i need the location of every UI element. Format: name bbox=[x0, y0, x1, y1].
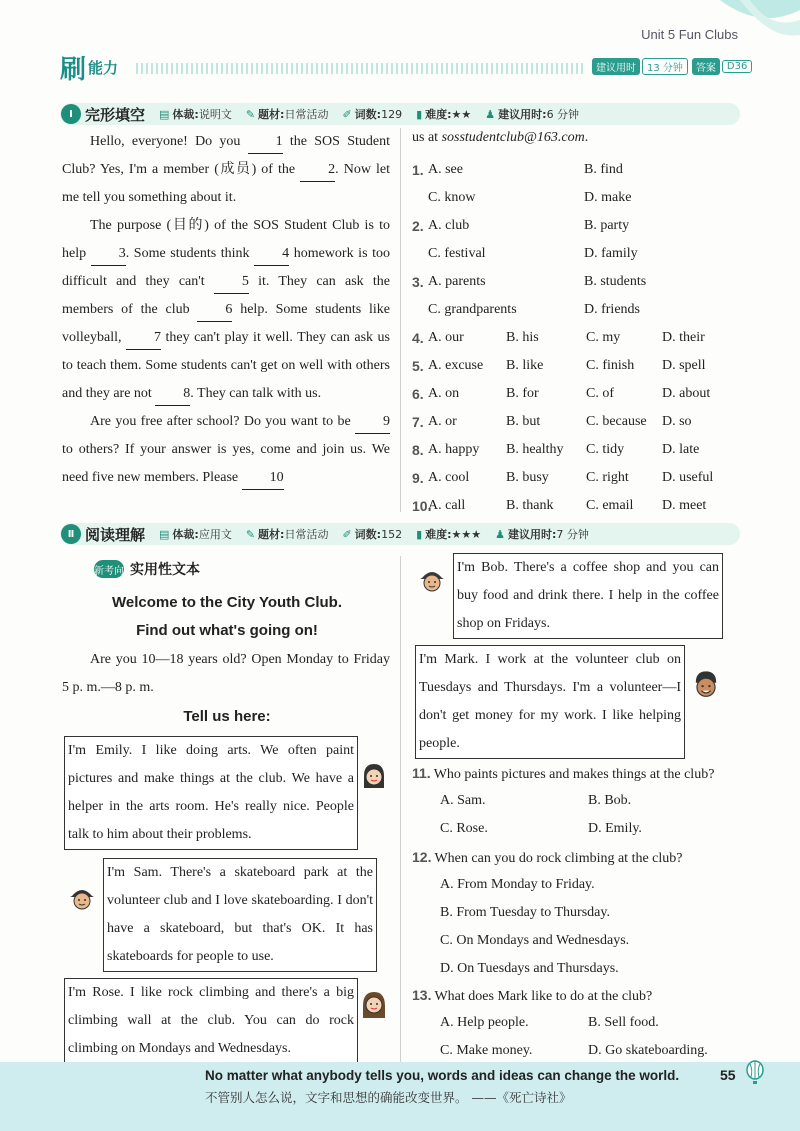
tell-us-heading: Tell us here: bbox=[183, 708, 271, 725]
cloze-paragraph-1: Hello, everyone! Do you 1 the SOS Student Club? Yes, I'm a member (成员) of the 2. Now let me tell you something about it. bbox=[62, 128, 390, 212]
page-number: 55 bbox=[720, 1067, 736, 1083]
answer-option[interactable]: A. or bbox=[428, 414, 457, 429]
meta-time: ♟ 建议用时:6 分钟 bbox=[485, 108, 580, 121]
answer-option[interactable]: D. On Tuesdays and Thursdays. bbox=[440, 961, 619, 976]
answer-option[interactable]: A. excuse bbox=[428, 358, 484, 373]
mark-message-box: I'm Mark. I work at the volunteer club on Tuesdays and Thursdays. I'm a volunteer—I don't get money for my work. I like helping people. bbox=[415, 645, 685, 759]
new-trend-badge: 新考向 bbox=[94, 560, 124, 578]
reading-question-stem bbox=[412, 843, 683, 871]
pencil-icon: ✐ bbox=[342, 108, 352, 121]
cloze-passage bbox=[62, 128, 390, 492]
answer-option[interactable]: D. late bbox=[662, 442, 700, 457]
answer-page: D36 bbox=[722, 60, 752, 73]
answer-option[interactable]: C. email bbox=[586, 498, 634, 513]
brand-logo bbox=[60, 52, 119, 85]
answer-option[interactable]: C. Make money. bbox=[440, 1043, 533, 1058]
cloze-paragraph-2: The purpose (目的) of the SOS Student Club is to help 3. Some students think 4 homework is too difficult and they can't 5 it. They can ask the members of the club 6 help. Some students like volleyball, 7 they can't play it well. They can ask us to teach them. Some students can't get on well with others and they are not 8. They can talk with us. bbox=[62, 212, 390, 408]
answer-option[interactable]: B. From Tuesday to Thursday. bbox=[440, 905, 610, 920]
answer-option[interactable]: B. his bbox=[506, 330, 539, 345]
notice-intro: Are you 10—18 years old? Open Monday to Friday 5 p. m.—8 p. m. bbox=[62, 652, 390, 695]
cloze-question-row bbox=[412, 436, 742, 464]
answer-option[interactable]: C. festival bbox=[428, 246, 486, 261]
answer-option[interactable]: D. friends bbox=[584, 302, 640, 317]
footer-quote-chinese: 不管别人怎么说，文字和思想的确能改变世界。 ——《死亡诗社》 bbox=[205, 1090, 572, 1105]
cloze-question-row bbox=[412, 352, 742, 380]
blank-8[interactable]: 8 bbox=[155, 383, 190, 406]
signal-icon: ▮ bbox=[416, 108, 423, 121]
answer-option[interactable]: B. Sell food. bbox=[588, 1015, 659, 1030]
book-icon: ▤ bbox=[159, 528, 170, 541]
answer-option[interactable]: D. their bbox=[662, 330, 705, 345]
pen-icon: ✎ bbox=[245, 528, 256, 541]
boy-avatar-icon bbox=[68, 884, 96, 914]
answer-option[interactable]: B. busy bbox=[506, 470, 549, 485]
section-bar-cloze bbox=[60, 103, 740, 125]
cloze-question-row bbox=[412, 324, 742, 352]
answer-option[interactable]: D. Emily. bbox=[588, 821, 642, 836]
answer-option[interactable]: D. meet bbox=[662, 498, 707, 513]
bob-message-box: I'm Bob. There's a coffee shop and you can buy food and drink there. I help in the coffee shop on Fridays. bbox=[453, 553, 723, 639]
cloze-question-row bbox=[412, 408, 742, 436]
blank-7[interactable]: 7 bbox=[126, 327, 161, 350]
answer-option[interactable]: B. but bbox=[506, 414, 541, 429]
time-badge bbox=[592, 58, 752, 74]
meta-words: ✐ 词数:129 bbox=[342, 108, 403, 121]
meta-words: ✐ 词数:152 bbox=[342, 528, 403, 541]
footer-quote-english: No matter what anybody tells you, words and ideas can change the world. bbox=[205, 1068, 680, 1083]
blank-1[interactable]: 1 bbox=[248, 131, 283, 154]
answer-option[interactable]: B. like bbox=[506, 358, 544, 373]
emily-message-box: I'm Emily. I like doing arts. We often paint pictures and make things at the club. We have a helper in the arts room. He's really nice. People talk to him about their problems. bbox=[64, 736, 358, 850]
answer-option[interactable]: A. Sam. bbox=[440, 793, 486, 808]
time-label: 建议用时 bbox=[592, 58, 640, 75]
cloze-question-row bbox=[412, 380, 742, 408]
balloon-icon bbox=[745, 1060, 765, 1086]
answer-option[interactable]: B. students bbox=[584, 274, 647, 289]
answer-option[interactable]: A. our bbox=[428, 330, 464, 345]
cloze-question-row bbox=[412, 296, 742, 324]
text-type-label: 实用性文本 bbox=[130, 562, 200, 578]
column-divider bbox=[400, 128, 401, 512]
blank-2[interactable]: 2 bbox=[300, 159, 335, 182]
notice-subtitle: Find out what's going on! bbox=[136, 622, 318, 639]
blank-3[interactable]: 3 bbox=[91, 243, 126, 266]
time-value: 13 分钟 bbox=[642, 58, 688, 75]
answer-option[interactable]: D. spell bbox=[662, 358, 706, 373]
question-number: 6. bbox=[412, 386, 424, 402]
answer-option[interactable]: C. grandparents bbox=[428, 302, 517, 317]
answer-option[interactable]: A. club bbox=[428, 218, 470, 233]
signal-icon: ▮ bbox=[416, 528, 423, 541]
answer-option[interactable]: B. party bbox=[584, 218, 630, 233]
answer-option[interactable]: C. finish bbox=[586, 358, 635, 373]
question-number: 1. bbox=[412, 162, 424, 178]
section-number: Ⅱ bbox=[61, 524, 81, 544]
question-number: 7. bbox=[412, 414, 424, 430]
blank-4[interactable]: 4 bbox=[254, 243, 289, 266]
answer-option[interactable]: A. call bbox=[428, 498, 466, 513]
question-text: Who paints pictures and makes things at the club? bbox=[433, 767, 715, 782]
meta-difficulty: ▮ 难度:★★ bbox=[416, 108, 472, 121]
answer-option[interactable]: C. Rose. bbox=[440, 821, 488, 836]
meta-time: ♟ 建议用时:7 分钟 bbox=[495, 528, 589, 541]
sam-message-box: I'm Sam. There's a skateboard park at the volunteer club and I love skateboarding. I don't have a skateboard, but that's OK. It has skateboards for people to use. bbox=[103, 858, 377, 972]
answer-option[interactable]: A. parents bbox=[428, 274, 486, 289]
blank-10[interactable]: 10 bbox=[242, 467, 284, 490]
question-number: 13. bbox=[412, 987, 432, 1003]
question-number: 12. bbox=[412, 849, 432, 865]
cloze-continuation: us at sosstudentclub@163.com. bbox=[412, 130, 589, 145]
answer-option[interactable]: B. Bob. bbox=[588, 793, 632, 808]
cloze-question-row bbox=[412, 464, 742, 492]
answer-option[interactable]: D. so bbox=[662, 414, 692, 429]
answer-option[interactable]: A. on bbox=[428, 386, 460, 401]
question-number: 8. bbox=[412, 442, 424, 458]
question-text: What does Mark like to do at the club? bbox=[434, 989, 653, 1004]
question-number: 2. bbox=[412, 218, 424, 234]
answer-option[interactable]: A. cool bbox=[428, 470, 470, 485]
girl-avatar-icon bbox=[360, 762, 388, 792]
answer-option[interactable]: D. about bbox=[662, 386, 711, 401]
answer-option[interactable]: D. make bbox=[584, 190, 632, 205]
answer-option[interactable]: C. right bbox=[586, 470, 629, 485]
email-address: sosstudentclub@163.com bbox=[441, 130, 585, 145]
pen-icon: ✎ bbox=[245, 108, 256, 121]
cloze-question-row bbox=[412, 492, 742, 520]
meta-topic: ✎ 题材:日常活动 bbox=[245, 108, 329, 121]
answer-option[interactable]: C. On Mondays and Wednesdays. bbox=[440, 933, 630, 948]
answer-option[interactable]: C. my bbox=[586, 330, 621, 345]
answer-option[interactable]: D. Go skateboarding. bbox=[588, 1043, 708, 1058]
answer-option[interactable]: A. see bbox=[428, 162, 463, 177]
question-number: 5. bbox=[412, 358, 424, 374]
boy-avatar-icon bbox=[418, 566, 446, 596]
question-text: When can you do rock climbing at the club? bbox=[434, 851, 683, 866]
boy-avatar-icon bbox=[690, 668, 722, 702]
answer-option[interactable]: C. of bbox=[586, 386, 614, 401]
logo-main-char: 刷 bbox=[60, 54, 87, 85]
question-number: 9. bbox=[412, 470, 424, 486]
blank-6[interactable]: 6 bbox=[197, 299, 232, 322]
question-number: 10. bbox=[412, 498, 432, 514]
section-bar-reading bbox=[60, 523, 740, 545]
answer-option[interactable]: C. because bbox=[586, 414, 647, 429]
answer-option[interactable]: B. healthy bbox=[506, 442, 564, 457]
meta-genre: ▤ 体裁:说明文 bbox=[159, 108, 232, 121]
section-number: Ⅰ bbox=[61, 104, 81, 124]
header-dotted-rule bbox=[136, 63, 586, 74]
cloze-paragraph-3: Are you free after school? Do you want to be 9 to others? If your answer is yes, come and join us. We need five new members. Please 10 bbox=[62, 408, 390, 492]
logo-subtitle: 能力 bbox=[88, 58, 119, 77]
girl-avatar-icon bbox=[360, 990, 388, 1020]
pencil-icon: ✐ bbox=[342, 528, 352, 541]
cloze-question-row bbox=[412, 212, 742, 240]
bell-icon: ♟ bbox=[485, 108, 496, 121]
answer-option[interactable]: B. find bbox=[584, 162, 623, 177]
reading-question-stem bbox=[412, 759, 714, 787]
meta-genre: ▤ 体裁:应用文 bbox=[159, 528, 232, 541]
answer-option[interactable]: A. From Monday to Friday. bbox=[440, 877, 595, 892]
meta-difficulty: ▮ 难度:★★★ bbox=[416, 528, 482, 541]
answer-option[interactable]: C. tidy bbox=[586, 442, 625, 457]
rose-message-box: I'm Rose. I like rock climbing and there's a big climbing wall at the club. You can do rock climbing on Mondays and Wednesdays. bbox=[64, 978, 358, 1064]
meta-topic: ✎ 题材:日常活动 bbox=[245, 528, 329, 541]
reading-question-stem bbox=[412, 981, 652, 1009]
answer-option[interactable]: A. happy bbox=[428, 442, 480, 457]
answer-option[interactable]: B. thank bbox=[506, 498, 554, 513]
answer-option[interactable]: D. useful bbox=[662, 470, 714, 485]
answer-option[interactable]: C. know bbox=[428, 190, 476, 205]
section-title: 阅读理解 bbox=[85, 525, 146, 544]
cloze-question-row bbox=[412, 184, 742, 212]
unit-label: Unit 5 Fun Clubs bbox=[641, 27, 738, 42]
question-number: 3. bbox=[412, 274, 424, 290]
column-divider bbox=[400, 556, 401, 1066]
answer-option[interactable]: A. Help people. bbox=[440, 1015, 529, 1030]
blank-5[interactable]: 5 bbox=[214, 271, 249, 294]
bell-icon: ♟ bbox=[495, 528, 506, 541]
cloze-question-row bbox=[412, 240, 742, 268]
section-title: 完形填空 bbox=[85, 105, 146, 124]
question-number: 4. bbox=[412, 330, 424, 346]
blank-9[interactable]: 9 bbox=[355, 411, 390, 434]
answer-option[interactable]: B. for bbox=[506, 386, 539, 401]
question-number: 11. bbox=[412, 765, 431, 781]
cloze-question-row bbox=[412, 268, 742, 296]
notice-title: Welcome to the City Youth Club. bbox=[111, 594, 342, 611]
answer-option[interactable]: D. family bbox=[584, 246, 638, 261]
answer-label: 答案 bbox=[692, 58, 720, 75]
cloze-question-row bbox=[412, 156, 742, 184]
book-icon: ▤ bbox=[159, 108, 170, 121]
